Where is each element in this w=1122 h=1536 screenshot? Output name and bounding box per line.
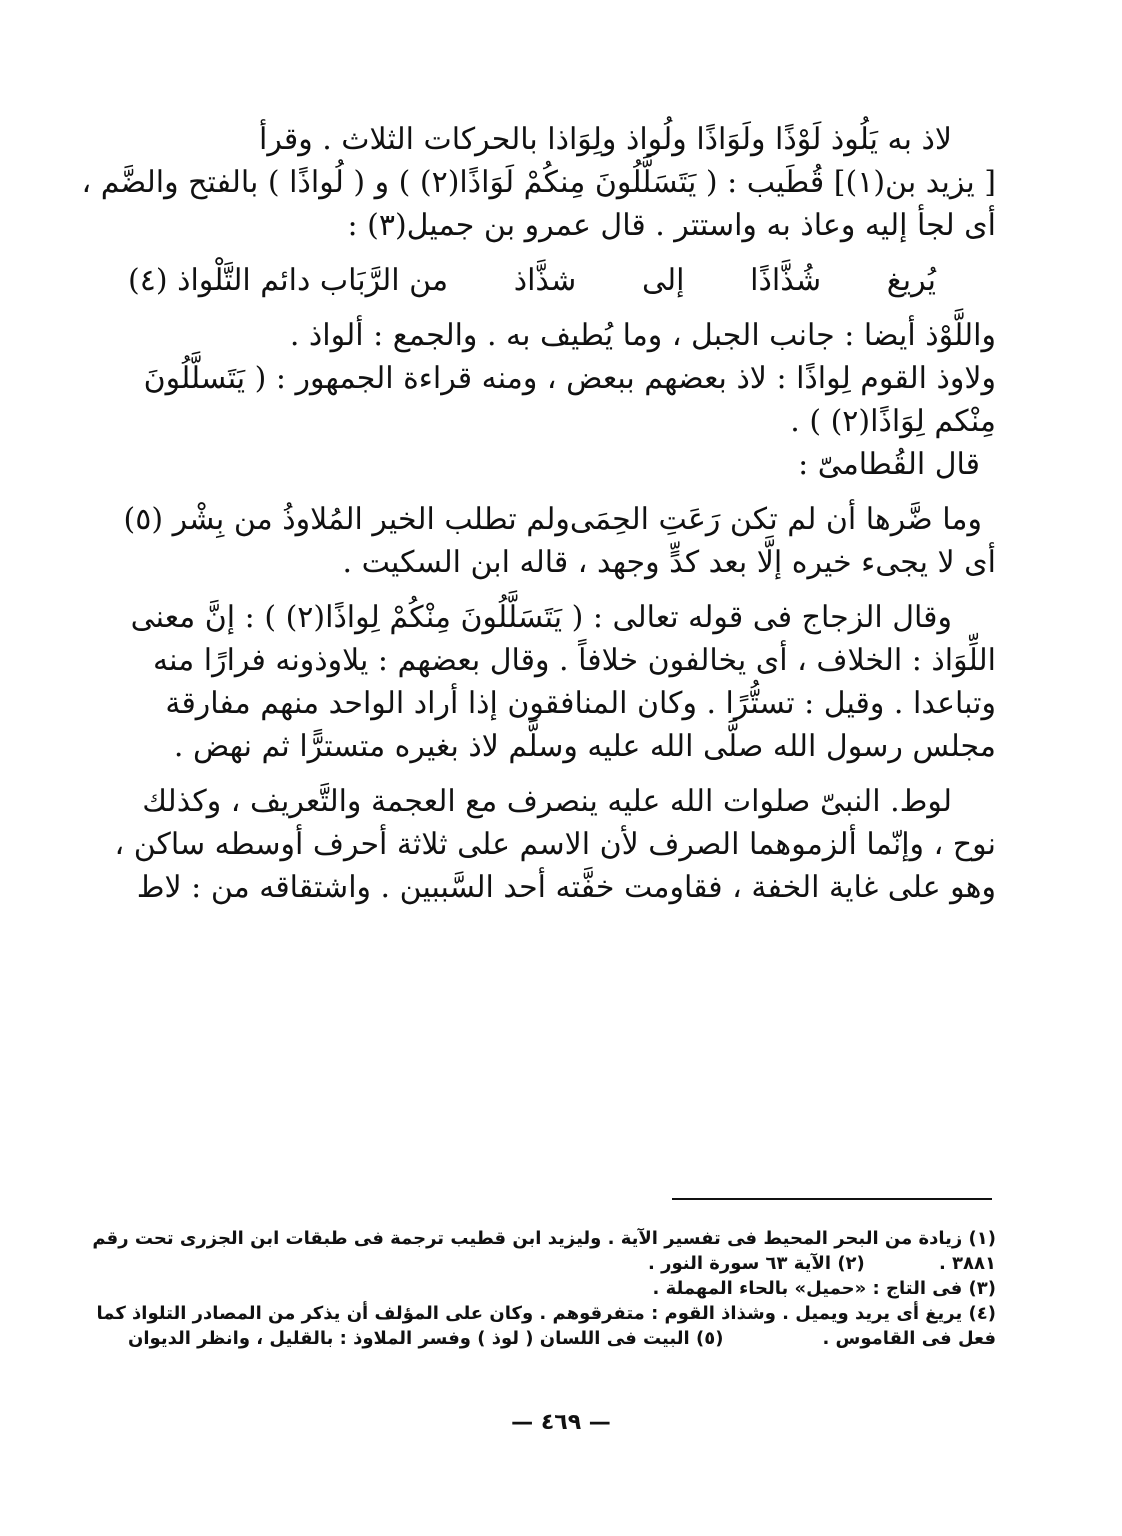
verse-hemistich: ولم تطلب الخير المُلاوذُ من بِشْر (٥) (123, 502, 570, 537)
text-line: وقال الزجاج فى قوله تعالى : ( يَتَسَلَّلُونَ مِنْكُمْ لِواذًا(٢) ) : إنَّ معنى (130, 600, 952, 635)
main-text (81, 118, 996, 909)
footnote-1: (١) زيادة من البحر المحيط فى تفسير الآية . وليزيد ابن قطيب ترجمة فى طبقات ابن الجزرى تحت رقم (92, 1228, 996, 1249)
text-line: مجلس رسول الله صلَّى الله عليه وسلَّم لاذ بغيره متسترًّا ثم نهض . (173, 729, 996, 764)
footnote-3: (٣) فى التاج : «حميل» بالحاء المهملة . (652, 1278, 996, 1299)
verse-2 (123, 498, 996, 541)
paragraph-1 (81, 118, 996, 247)
text-line: أى لا يجىء خيره إلَّا بعد كدٍّ وجهد ، قاله ابن السكيت . (342, 545, 996, 580)
text-line: وتباعدا . وقيل : تستُّرًا . وكان المنافقون إذا أراد الواحد منهم مفارقة (165, 686, 996, 721)
verse-word: شُذَّاذًا (750, 263, 822, 298)
text-line: [ يزيد بن(١)] قُطَيب : ( يَتَسَلَّلُونَ مِنكُمْ لَوَاذًا(٢) ) و ( لُواذًا ) بالفتح والضَّم ، (81, 165, 996, 200)
text-line: واللَّوْذ أيضا : جانب الجبل ، وما يُطيف به . والجمع : ألواذ . (289, 318, 996, 353)
text-line: وهو على غاية الخفة ، فقاومت خفَّته أحد السَّببين . واشتقاقه من : لاط (136, 870, 996, 905)
text-line: مِنْكم لِوَاذًا(٢) ) . (790, 404, 996, 439)
text-line: نوح ، وإنّما ألزموهما الصرف لأن الاسم على ثلاثة أحرف أوسطه ساكن ، (114, 827, 996, 862)
text-line: لاذ به يَلُوذ لَوْذًا ولَوَاذًا ولُواذ ولِوَاذا بالحركات الثلاث . وقرأ (258, 122, 952, 157)
text-line: قال القُطامىّ : (798, 447, 980, 482)
verse-word: إلى (642, 263, 685, 298)
paragraph-4 (128, 596, 996, 768)
footnote-4-continued: فعل فى القاموس . (822, 1328, 996, 1349)
text-line: اللِّوَاذ : الخلاف ، أى يخالفون خلافاً . وقال بعضهم : يلاوذونه فرارًا منه (153, 643, 996, 678)
paragraph-5 (114, 780, 996, 909)
footnote-1-continued: ٣٨٨١ . (938, 1253, 996, 1274)
verse-hemistich: وما ضَّرها أن لم تكن رَعَتِ الحِمَى (569, 502, 982, 537)
text-line: أى لجأ إليه وعاذ به واستتر . قال عمرو بن جميل(٣) : (347, 208, 996, 243)
verse-hemistich: من الرَّبَاب دائم التَّلْواذ (٤) (128, 263, 449, 298)
text-line: لوط. النبىّ صلوات الله عليه ينصرف مع العجمة والتَّعريف ، وكذلك (142, 784, 952, 819)
paragraph-2 (128, 314, 996, 486)
footnote-separator (672, 1198, 992, 1200)
page-number: — ٤٦٩ — (511, 1410, 611, 1435)
text-line: ولاوذ القوم لِواذًا : لاذ بعضهم ببعض ، ومنه قراءة الجمهور : ( يَتَسلَّلُونَ (143, 361, 996, 396)
verse-word: يُريغ (886, 263, 936, 298)
verse-1 (128, 259, 996, 302)
footnote-2: (٢) الآية ٦٣ سورة النور . (648, 1253, 865, 1274)
footnote-row (128, 1326, 996, 1351)
footnote-row (128, 1251, 996, 1276)
verse-word: شذَّاذ (513, 263, 577, 298)
footnote-4: (٤) يريغ أى يريد ويميل . وشذاذ القوم : متفرقوهم . وكان على المؤلف أن يذكر من المصادر التلواذ كما (96, 1303, 996, 1324)
footnotes (92, 1226, 996, 1351)
paragraph-3 (128, 541, 996, 584)
footnote-5: (٥) البيت فى اللسان ( لوذ ) وفسر الملاوذ : بالقليل ، وانظر الديوان (128, 1328, 724, 1349)
